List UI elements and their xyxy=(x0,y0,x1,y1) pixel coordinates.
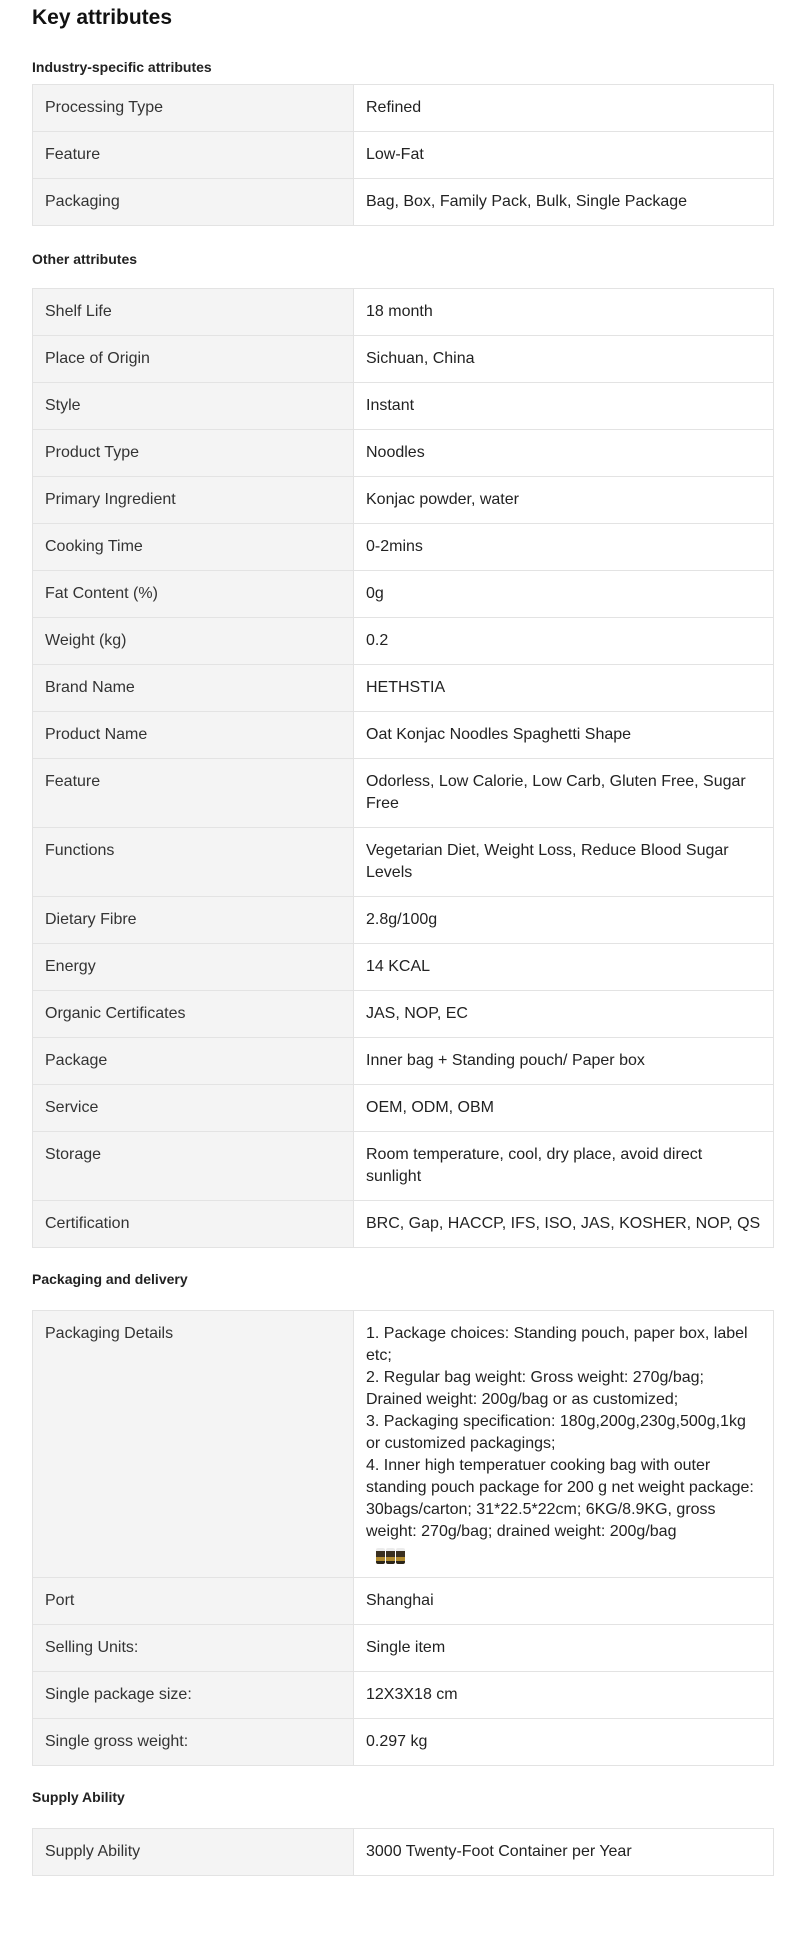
attribute-key: Package xyxy=(33,1038,354,1085)
table-row xyxy=(33,1578,774,1625)
attributes-table xyxy=(32,1828,774,1876)
table-row xyxy=(33,1038,774,1085)
attribute-value: Konjac powder, water xyxy=(354,477,774,524)
attribute-value: Shanghai xyxy=(354,1578,774,1625)
attribute-key: Supply Ability xyxy=(33,1829,354,1876)
section-heading: Packaging and delivery xyxy=(32,1271,188,1287)
table-row xyxy=(33,618,774,665)
attribute-value: Noodles xyxy=(354,430,774,477)
attribute-value: OEM, ODM, OBM xyxy=(354,1085,774,1132)
attribute-value: 3000 Twenty-Foot Container per Year xyxy=(354,1829,774,1876)
attribute-value: 0-2mins xyxy=(354,524,774,571)
table-row xyxy=(33,1132,774,1201)
table-row xyxy=(33,430,774,477)
table-row xyxy=(33,289,774,336)
page-title: Key attributes xyxy=(32,6,173,29)
table-row xyxy=(33,571,774,618)
table-row xyxy=(33,132,774,179)
attribute-value-cell xyxy=(354,1311,774,1578)
attribute-key: Feature xyxy=(33,759,354,828)
attribute-value: Vegetarian Diet, Weight Loss, Reduce Blood Sugar Levels xyxy=(354,828,774,897)
attribute-value: Bag, Box, Family Pack, Bulk, Single Package xyxy=(354,179,774,226)
attribute-key: Product Name xyxy=(33,712,354,759)
attribute-key: Shelf Life xyxy=(33,289,354,336)
attribute-value: 0.2 xyxy=(354,618,774,665)
table-row xyxy=(33,85,774,132)
attribute-value: HETHSTIA xyxy=(354,665,774,712)
attribute-value: 14 KCAL xyxy=(354,944,774,991)
attribute-key: Organic Certificates xyxy=(33,991,354,1038)
attribute-value: BRC, Gap, HACCP, IFS, ISO, JAS, KOSHER, NOP, QS xyxy=(354,1201,774,1248)
attribute-value: 18 month xyxy=(354,289,774,336)
attribute-value: Single item xyxy=(354,1625,774,1672)
section-packaging-delivery xyxy=(32,1248,773,1766)
attribute-key: Service xyxy=(33,1085,354,1132)
attribute-key: Style xyxy=(33,383,354,430)
attribute-key: Functions xyxy=(33,828,354,897)
section-heading: Industry-specific attributes xyxy=(32,59,212,75)
attribute-value: 2.8g/100g xyxy=(354,897,774,944)
attribute-key: Cooking Time xyxy=(33,524,354,571)
table-row xyxy=(33,1719,774,1766)
attribute-key: Energy xyxy=(33,944,354,991)
table-row xyxy=(33,897,774,944)
attribute-value: Room temperature, cool, dry place, avoid direct sunlight xyxy=(354,1132,774,1201)
attribute-key: Single gross weight: xyxy=(33,1719,354,1766)
attribute-key: Processing Type xyxy=(33,85,354,132)
attribute-key: Packaging Details xyxy=(33,1311,354,1578)
attributes-table xyxy=(32,1310,774,1766)
table-row xyxy=(33,828,774,897)
table-row xyxy=(33,944,774,991)
attribute-key: Port xyxy=(33,1578,354,1625)
table-row xyxy=(33,1201,774,1248)
table-row xyxy=(33,712,774,759)
table-row xyxy=(33,759,774,828)
attribute-value: Inner bag + Standing pouch/ Paper box xyxy=(354,1038,774,1085)
attribute-value: 0.297 kg xyxy=(354,1719,774,1766)
table-row xyxy=(33,1829,774,1876)
product-image-thumbnail[interactable] xyxy=(376,1548,405,1564)
table-row xyxy=(33,1085,774,1132)
section-supply-ability xyxy=(32,1766,773,1876)
attribute-value: Oat Konjac Noodles Spaghetti Shape xyxy=(354,712,774,759)
attribute-key: Certification xyxy=(33,1201,354,1248)
table-row xyxy=(33,1672,774,1719)
attribute-key: Selling Units: xyxy=(33,1625,354,1672)
table-row xyxy=(33,336,774,383)
attribute-value: JAS, NOP, EC xyxy=(354,991,774,1038)
section-industry-specific xyxy=(32,40,773,226)
attribute-key: Storage xyxy=(33,1132,354,1201)
attribute-key: Feature xyxy=(33,132,354,179)
packaging-details-text: 1. Package choices: Standing pouch, paper box, label etc; 2. Regular bag weight: Gross weight: 270g/bag; Drained weight: 200g/bag or as customized; 3. Packaging specification: 180g,200g,230g,500g,1kg or customized packagings; 4. Inner high temperatuer cooking bag with outer standing pouch package for 200 g net weight package: 30bags/carton; 31*22.5*22cm; 6KG/8.9KG, gross weight: 270g/bag; drained weight: 200g/bag xyxy=(366,1325,754,1540)
attribute-key: Packaging xyxy=(33,179,354,226)
attribute-key: Product Type xyxy=(33,430,354,477)
section-heading: Supply Ability xyxy=(32,1789,125,1805)
table-row xyxy=(33,1311,774,1578)
section-other-attributes xyxy=(32,226,773,1248)
table-row xyxy=(33,1625,774,1672)
attributes-table xyxy=(32,84,774,226)
attribute-value: Instant xyxy=(354,383,774,430)
attribute-value: Odorless, Low Calorie, Low Carb, Gluten Free, Sugar Free xyxy=(354,759,774,828)
attributes-table xyxy=(32,288,774,1248)
attribute-key: Place of Origin xyxy=(33,336,354,383)
attribute-key: Single package size: xyxy=(33,1672,354,1719)
attribute-key: Brand Name xyxy=(33,665,354,712)
section-heading: Other attributes xyxy=(32,251,138,267)
attribute-value: Sichuan, China xyxy=(354,336,774,383)
attribute-key: Dietary Fibre xyxy=(33,897,354,944)
table-row xyxy=(33,383,774,430)
table-row xyxy=(33,665,774,712)
attribute-value: 0g xyxy=(354,571,774,618)
table-row xyxy=(33,179,774,226)
table-row xyxy=(33,991,774,1038)
attribute-value: Refined xyxy=(354,85,774,132)
attribute-key: Primary Ingredient xyxy=(33,477,354,524)
attribute-key: Weight (kg) xyxy=(33,618,354,665)
table-row xyxy=(33,524,774,571)
attribute-value: 12X3X18 cm xyxy=(354,1672,774,1719)
attribute-value: Low-Fat xyxy=(354,132,774,179)
table-row xyxy=(33,477,774,524)
attribute-key: Fat Content (%) xyxy=(33,571,354,618)
